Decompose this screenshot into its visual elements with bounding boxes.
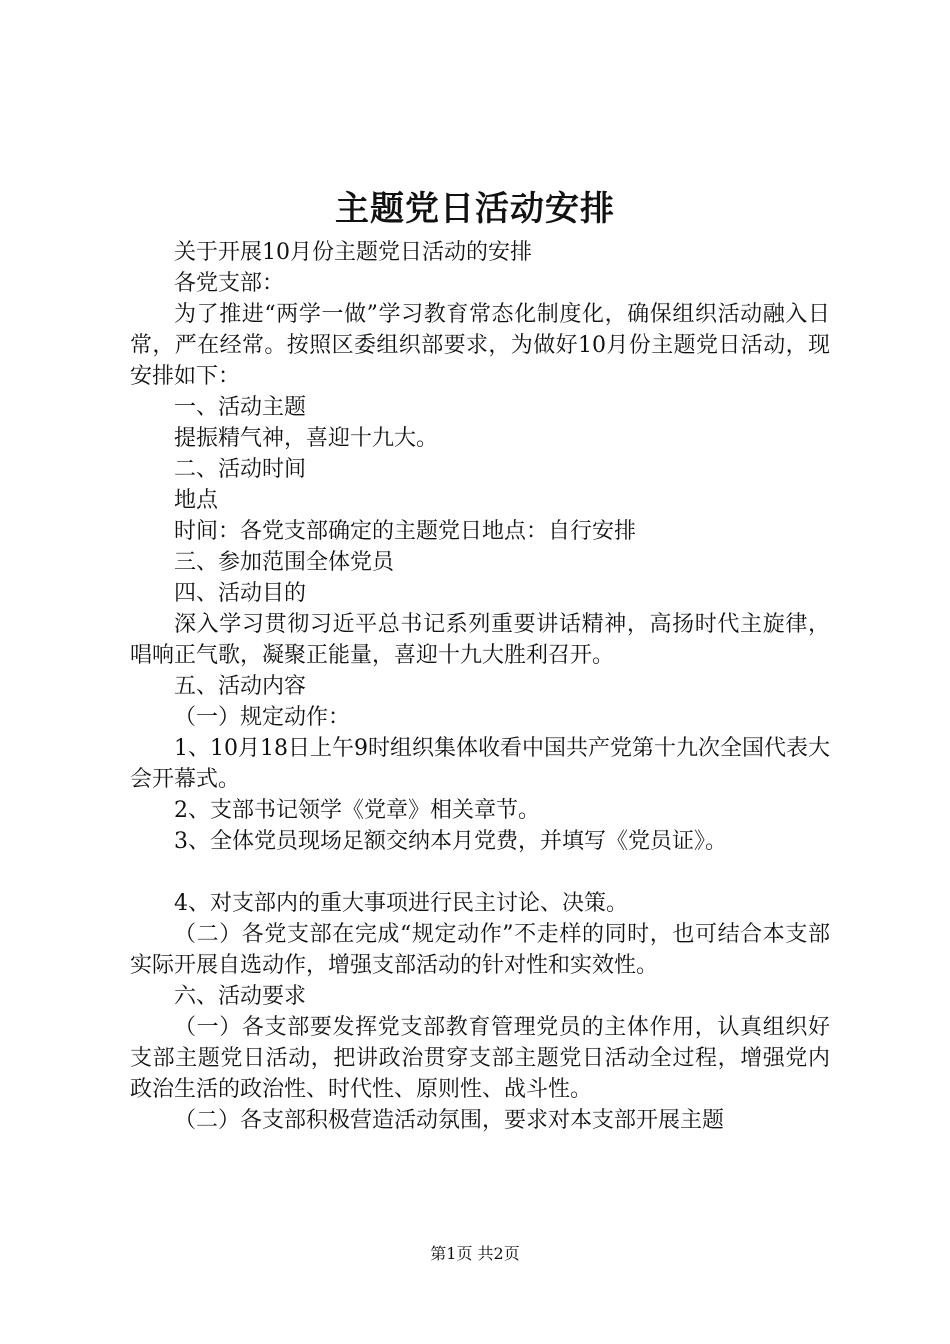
- paragraph-location-label: 地点: [174, 488, 219, 513]
- list-item-1: 1、10月18日上午9时组织集体收看中国共产党第十九次全国代表大会开幕式。: [130, 736, 830, 792]
- paragraph-theme: 提振精气神，喜迎十九大。: [174, 426, 439, 451]
- paragraph-requirement-1: （一）各支部要发挥党支部教育管理党员的主体作用，认真组织好支部主题党日活动，把讲政治贯穿支部主题党日活动全过程，增强党内政治生活的政治性、时代性、原则性、战斗性。: [130, 1015, 830, 1102]
- section-heading-requirements: 六、活动要求: [174, 984, 307, 1009]
- paragraph-optional-actions: （二）各党支部在完成“规定动作”不走样的同时，也可结合本支部实际开展自选动作，增强支部活动的针对性和实效性。: [130, 922, 830, 978]
- list-item-4: 4、对支部内的重大事项进行民主讨论、决策。: [174, 891, 628, 916]
- document-title: 主题党日活动安排: [335, 189, 615, 229]
- page-number-footer: 第1页 共2页: [430, 1244, 520, 1263]
- section-heading-time: 二、活动时间: [174, 457, 307, 482]
- document-body: [130, 237, 830, 1136]
- paragraph-intro: 为了推进“两学一做”学习教育常态化制度化，确保组织活动融入日常，严在经常。按照区委组织部要求，为做好10月份主题党日活动，现安排如下：: [130, 302, 830, 389]
- paragraph-notice-subject: 关于开展10月份主题党日活动的安排: [174, 240, 532, 265]
- paragraph-requirement-2: （二）各支部积极营造活动氛围，要求对本支部开展主题: [174, 1108, 725, 1133]
- section-heading-purpose: 四、活动目的: [174, 581, 307, 606]
- paragraph-purpose: 深入学习贯彻习近平总书记系列重要讲话精神，高扬时代主旋律，唱响正气歌，凝聚正能量，喜迎十九大胜利召开。: [130, 612, 830, 668]
- subsection-heading-required: （一）规定动作：: [174, 705, 351, 730]
- section-heading-scope: 三、参加范围全体党员: [174, 550, 395, 575]
- section-heading-content: 五、活动内容: [174, 674, 307, 699]
- paragraph-time-location: 时间：各党支部确定的主题党日地点：自行安排: [174, 519, 637, 544]
- section-heading-theme: 一、活动主题: [174, 395, 307, 420]
- list-item-3: 3、全体党员现场足额交纳本月党费，并填写《党员证》。: [174, 829, 727, 854]
- list-item-2: 2、支部书记领学《党章》相关章节。: [174, 798, 540, 823]
- paragraph-salutation: 各党支部：: [174, 271, 285, 296]
